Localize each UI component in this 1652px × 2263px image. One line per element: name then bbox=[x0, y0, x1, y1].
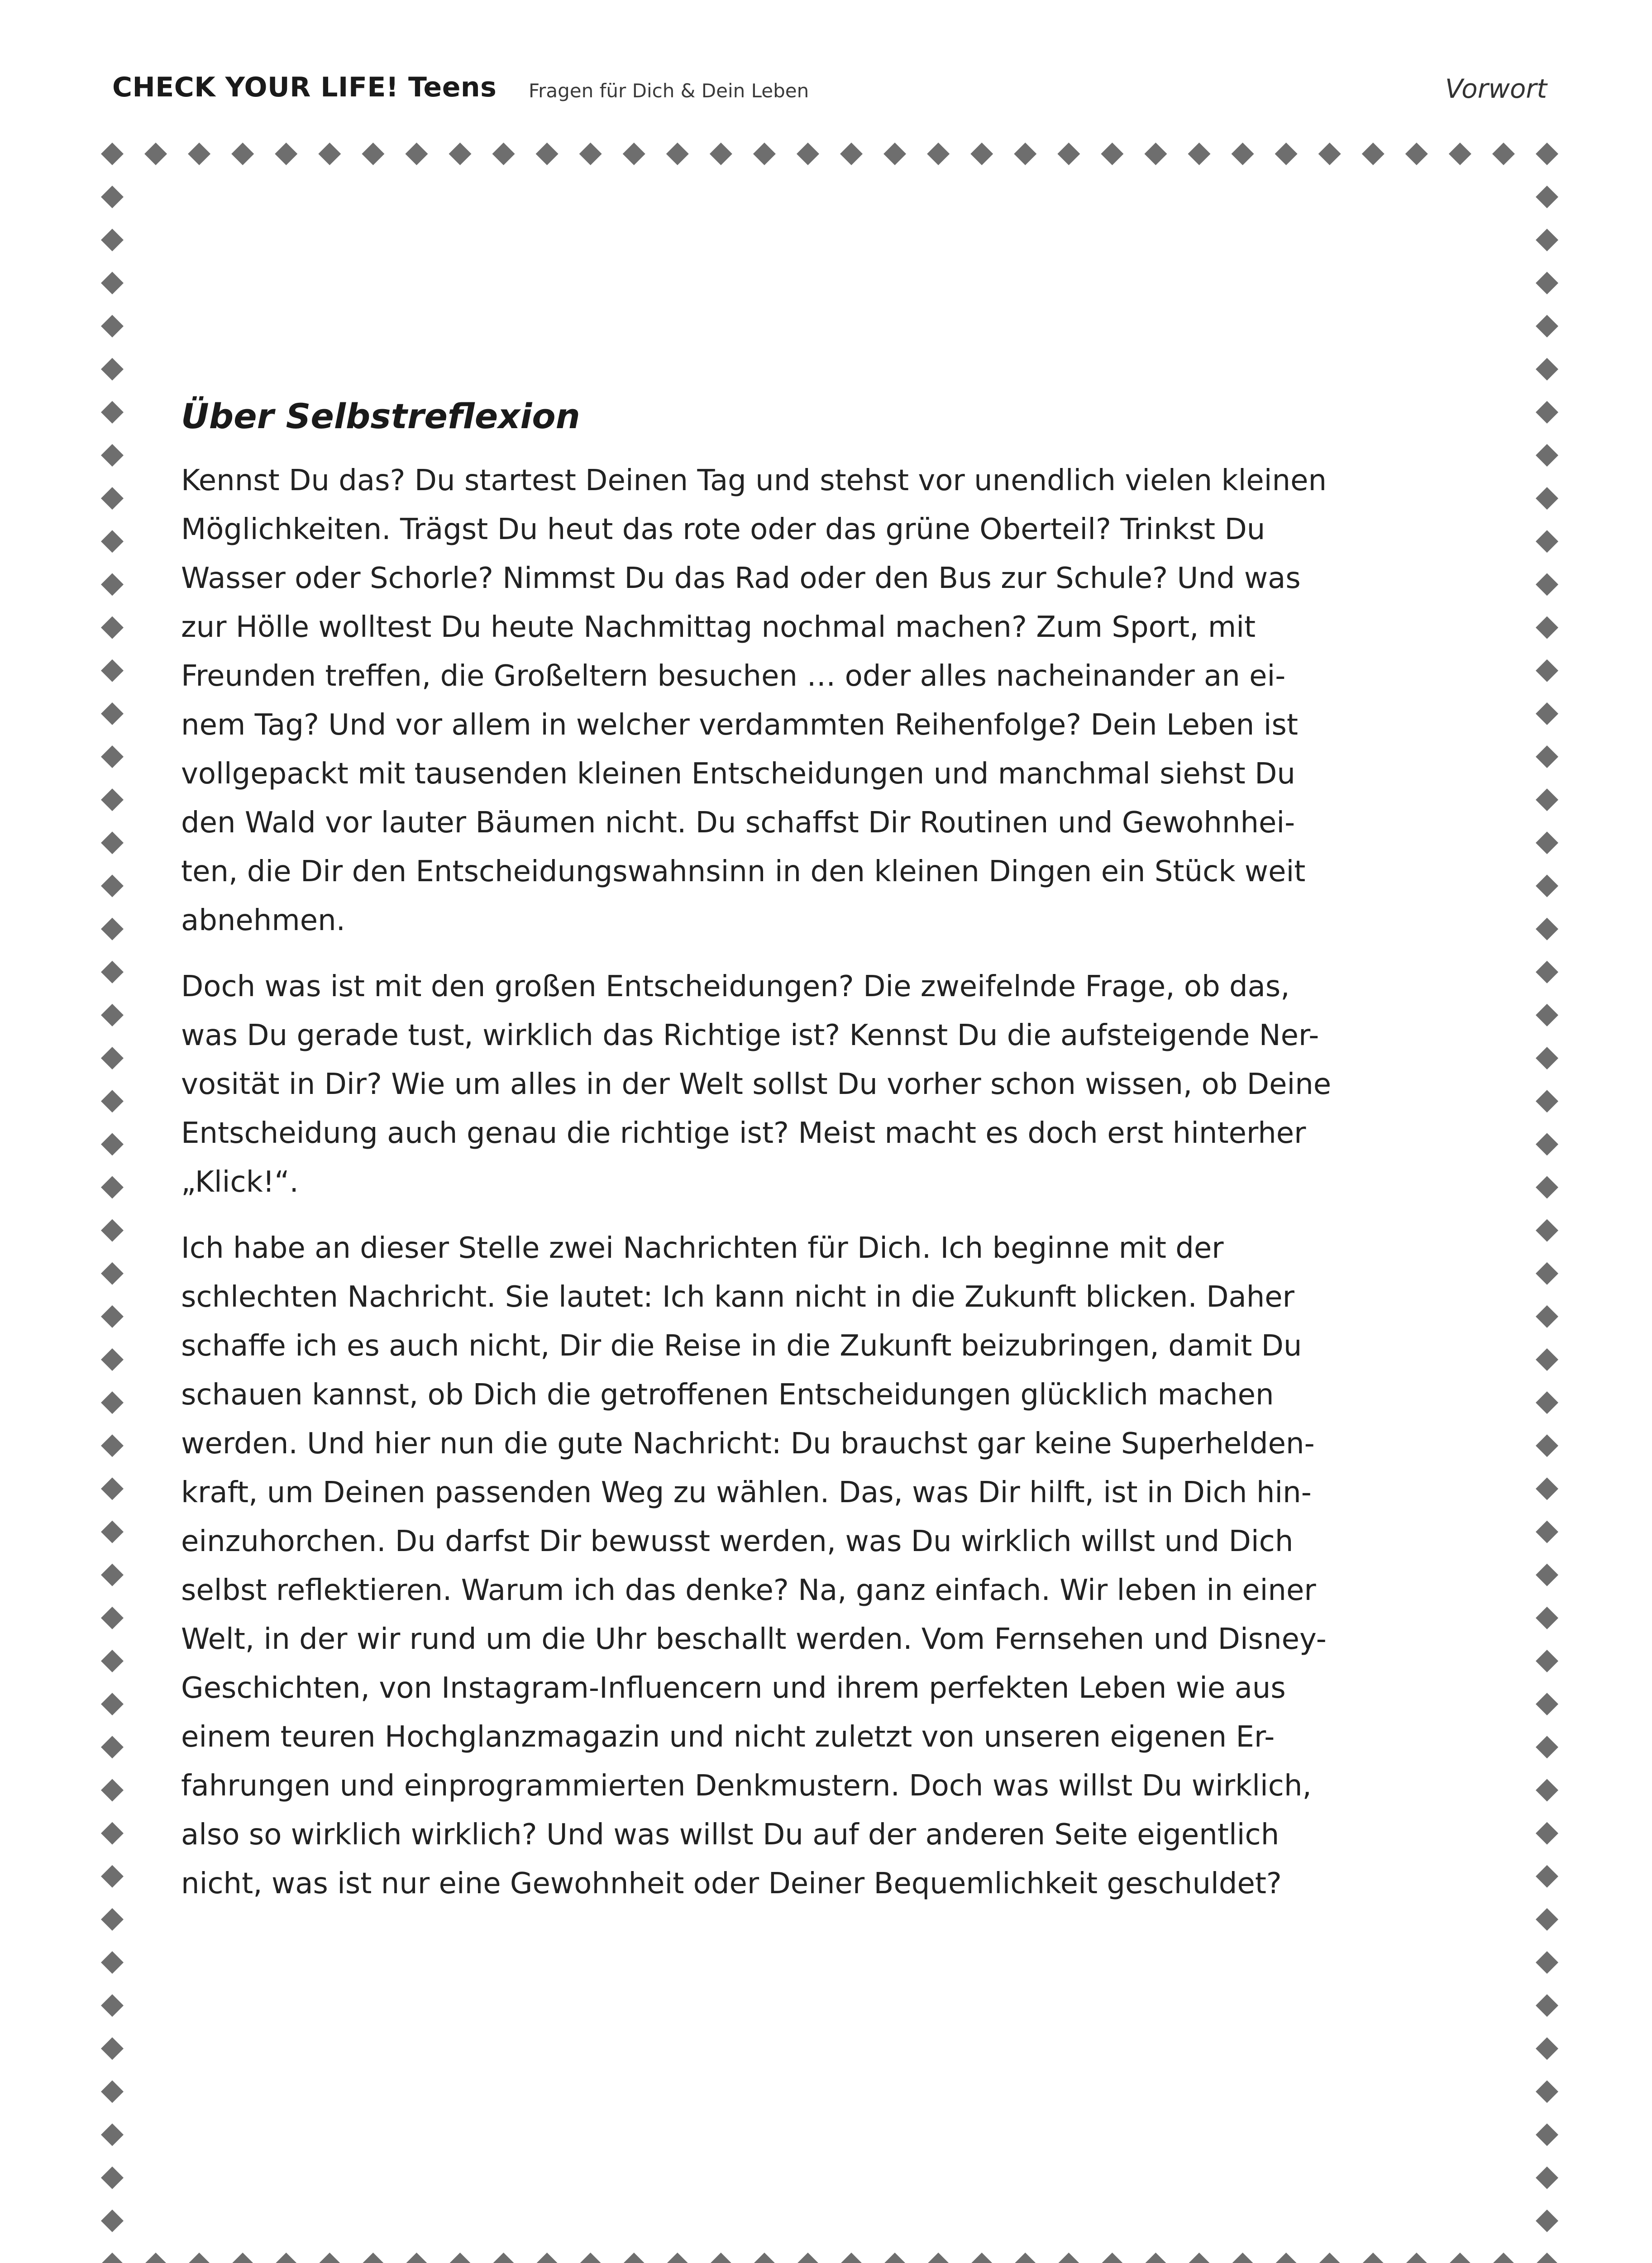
diamond-icon bbox=[883, 2253, 906, 2263]
diamond-icon bbox=[101, 1477, 124, 1500]
diamond-icon bbox=[536, 2253, 559, 2263]
diamond-icon bbox=[101, 2080, 124, 2103]
diamond-icon bbox=[1536, 186, 1558, 208]
diamond-icon bbox=[1536, 2124, 1558, 2146]
diamond-icon bbox=[101, 1133, 124, 1155]
diamond-icon bbox=[623, 143, 645, 165]
diamond-icon bbox=[1536, 1822, 1558, 1845]
diamond-icon bbox=[1536, 1779, 1558, 1801]
diamond-icon bbox=[1536, 1219, 1558, 1242]
diamond-icon bbox=[1536, 573, 1558, 596]
diamond-icon bbox=[101, 1434, 124, 1457]
diamond-icon bbox=[1536, 1305, 1558, 1328]
diamond-icon bbox=[101, 1004, 124, 1026]
diamond-icon bbox=[1536, 530, 1558, 553]
diamond-icon bbox=[1536, 2210, 1558, 2232]
diamond-icon bbox=[318, 143, 341, 165]
diamond-icon bbox=[318, 2253, 341, 2263]
diamond-icon bbox=[1536, 788, 1558, 811]
body-paragraph-2: Doch was ist mit den großen Entscheidungen? Die zweifelnde Frage, ob das, was Du gerade tust, wirklich das Richtige ist? Kennst Du die aufsteigende Ner- vosität in Dir? Wie um alles in der Welt sollst Du vorher schon wissen, ob Deine Entscheidung auch genau die richtige ist? Meist macht es doch erst hinterher „Klick!“. bbox=[181, 970, 1332, 1199]
diamond-icon bbox=[101, 143, 124, 165]
diamond-icon bbox=[101, 1047, 124, 1069]
diamond-icon bbox=[1536, 1521, 1558, 1543]
book-subtitle: Fragen für Dich & Dein Leben bbox=[529, 80, 809, 102]
diamond-icon bbox=[405, 143, 428, 165]
diamond-icon bbox=[101, 961, 124, 983]
diamond-icon bbox=[101, 1564, 124, 1586]
diamond-icon bbox=[101, 1865, 124, 1888]
diamond-icon bbox=[1492, 143, 1515, 165]
diamond-icon bbox=[101, 272, 124, 294]
diamond-icon bbox=[101, 229, 124, 251]
diamond-icon bbox=[1536, 1391, 1558, 1414]
diamond-icon bbox=[1536, 1650, 1558, 1672]
diamond-icon bbox=[1536, 1047, 1558, 1069]
diamond-icon bbox=[1014, 143, 1036, 165]
diamond-icon bbox=[101, 1994, 124, 2017]
diamond-icon bbox=[1449, 2253, 1471, 2263]
diamond-icon bbox=[231, 143, 254, 165]
diamond-icon bbox=[101, 1607, 124, 1629]
diamond-icon bbox=[188, 2253, 210, 2263]
diamond-icon bbox=[840, 2253, 863, 2263]
diamond-icon bbox=[536, 143, 559, 165]
diamond-icon bbox=[1536, 1477, 1558, 1500]
diamond-icon bbox=[1536, 2037, 1558, 2060]
diamond-icon bbox=[144, 143, 167, 165]
diamond-icon bbox=[101, 616, 124, 639]
diamond-icon bbox=[970, 2253, 993, 2263]
diamond-icon bbox=[666, 143, 689, 165]
diamond-icon bbox=[1536, 2167, 1558, 2189]
diamond-icon bbox=[970, 143, 993, 165]
diamond-icon bbox=[101, 2210, 124, 2232]
diamond-icon bbox=[1536, 1951, 1558, 1974]
diamond-icon bbox=[101, 1693, 124, 1715]
diamond-icon bbox=[1536, 1004, 1558, 1026]
diamond-icon bbox=[1536, 358, 1558, 381]
diamond-icon bbox=[927, 2253, 950, 2263]
diamond-icon bbox=[101, 1391, 124, 1414]
diamond-icon bbox=[1536, 874, 1558, 897]
diamond-icon bbox=[101, 1348, 124, 1371]
diamond-icon bbox=[710, 2253, 732, 2263]
diamond-icon bbox=[101, 702, 124, 725]
diamond-icon bbox=[101, 487, 124, 510]
section-heading: Über Selbstreflexion bbox=[181, 396, 580, 436]
diamond-icon bbox=[362, 143, 384, 165]
diamond-icon bbox=[1232, 143, 1254, 165]
diamond-icon bbox=[1536, 2080, 1558, 2103]
diamond-icon bbox=[1318, 2253, 1341, 2263]
diamond-icon bbox=[101, 358, 124, 381]
diamond-icon bbox=[101, 401, 124, 424]
diamond-icon bbox=[1536, 2253, 1558, 2263]
diamond-icon bbox=[1014, 2253, 1036, 2263]
diamond-icon bbox=[1536, 229, 1558, 251]
diamond-icon bbox=[1536, 315, 1558, 338]
diamond-icon bbox=[840, 143, 863, 165]
diamond-icon bbox=[1536, 1865, 1558, 1888]
running-header bbox=[112, 63, 1547, 118]
diamond-icon bbox=[623, 2253, 645, 2263]
diamond-icon bbox=[101, 2037, 124, 2060]
diamond-icon bbox=[1057, 2253, 1080, 2263]
diamond-icon bbox=[1536, 1434, 1558, 1457]
diamond-icon bbox=[1536, 1607, 1558, 1629]
diamond-icon bbox=[101, 831, 124, 854]
diamond-icon bbox=[101, 1736, 124, 1758]
diamond-icon bbox=[1188, 143, 1211, 165]
diamond-icon bbox=[405, 2253, 428, 2263]
diamond-icon bbox=[101, 2253, 124, 2263]
diamond-icon bbox=[101, 573, 124, 596]
diamond-icon bbox=[797, 143, 819, 165]
diamond-icon bbox=[1536, 961, 1558, 983]
diamond-icon bbox=[275, 2253, 297, 2263]
diamond-icon bbox=[1536, 1693, 1558, 1715]
diamond-icon bbox=[1536, 1262, 1558, 1285]
diamond-icon bbox=[1536, 272, 1558, 294]
diamond-icon bbox=[1536, 659, 1558, 682]
diamond-icon bbox=[101, 1779, 124, 1801]
diamond-icon bbox=[1536, 1564, 1558, 1586]
diamond-icon bbox=[1101, 2253, 1123, 2263]
diamond-icon bbox=[101, 1176, 124, 1198]
diamond-icon bbox=[101, 444, 124, 467]
diamond-icon bbox=[1536, 1908, 1558, 1931]
diamond-icon bbox=[666, 2253, 689, 2263]
diamond-icon bbox=[1318, 143, 1341, 165]
diamond-icon bbox=[1536, 1736, 1558, 1758]
diamond-icon bbox=[883, 143, 906, 165]
diamond-icon bbox=[1536, 745, 1558, 768]
diamond-icon bbox=[101, 745, 124, 768]
diamond-icon bbox=[492, 143, 515, 165]
diamond-icon bbox=[1492, 2253, 1515, 2263]
diamond-icon bbox=[1536, 487, 1558, 510]
diamond-icon bbox=[1536, 401, 1558, 424]
diamond-icon bbox=[1536, 1176, 1558, 1198]
diamond-icon bbox=[1362, 2253, 1385, 2263]
diamond-icon bbox=[579, 143, 602, 165]
diamond-icon bbox=[101, 1305, 124, 1328]
diamond-icon bbox=[101, 530, 124, 553]
diamond-icon bbox=[449, 2253, 471, 2263]
diamond-icon bbox=[101, 315, 124, 338]
diamond-icon bbox=[101, 1262, 124, 1285]
diamond-icon bbox=[101, 186, 124, 208]
diamond-icon bbox=[1405, 2253, 1428, 2263]
diamond-icon bbox=[101, 1521, 124, 1543]
diamond-icon bbox=[101, 918, 124, 941]
diamond-icon bbox=[188, 143, 210, 165]
diamond-icon bbox=[449, 143, 471, 165]
diamond-icon bbox=[1275, 2253, 1298, 2263]
diamond-icon bbox=[1362, 143, 1385, 165]
diamond-icon bbox=[101, 659, 124, 682]
diamond-icon bbox=[492, 2253, 515, 2263]
diamond-icon bbox=[1536, 1994, 1558, 2017]
diamond-icon bbox=[1144, 2253, 1167, 2263]
diamond-icon bbox=[1449, 143, 1471, 165]
diamond-icon bbox=[1536, 1133, 1558, 1155]
diamond-icon bbox=[753, 2253, 776, 2263]
diamond-icon bbox=[101, 1822, 124, 1845]
diamond-icon bbox=[753, 143, 776, 165]
diamond-icon bbox=[1536, 444, 1558, 467]
diamond-icon bbox=[1232, 2253, 1254, 2263]
diamond-icon bbox=[1536, 143, 1558, 165]
diamond-icon bbox=[362, 2253, 384, 2263]
diamond-icon bbox=[231, 2253, 254, 2263]
diamond-icon bbox=[101, 874, 124, 897]
section-name: Vorwort bbox=[1445, 73, 1547, 104]
diamond-icon bbox=[1144, 143, 1167, 165]
diamond-icon bbox=[1536, 1348, 1558, 1371]
diamond-icon bbox=[101, 1908, 124, 1931]
diamond-icon bbox=[1536, 831, 1558, 854]
diamond-icon bbox=[1275, 143, 1298, 165]
diamond-icon bbox=[1536, 1090, 1558, 1112]
body-paragraph-1: Kennst Du das? Du startest Deinen Tag und stehst vor unendlich vielen kleinen Möglichkeiten. Trägst Du heut das rote oder das grüne Oberteil? Trinkst Du Wasser oder Schorle? Nimmst Du das Rad oder den Bus zur Schule? Und was zur Hölle wolltest Du heute Nachmittag nochmal machen? Zum Sport, mit Freunden treffen, die Großeltern besuchen … oder alles nacheinander an ei- nem Tag? Und vor allem in welcher verdammten Reihenfolge? Dein Leben ist vollgepackt mit tausenden kleinen Entscheidungen und manchmal siehst Du den Wald vor lauter Bäumen nicht. Du schaffst Dir Routinen und Gewohnhei- ten, die Dir den Entscheidungswahnsinn in den kleinen Dingen ein Stück weit abnehmen. bbox=[181, 464, 1327, 937]
diamond-icon bbox=[1101, 143, 1123, 165]
diamond-icon bbox=[927, 143, 950, 165]
diamond-icon bbox=[101, 1650, 124, 1672]
diamond-icon bbox=[1536, 702, 1558, 725]
diamond-icon bbox=[101, 1090, 124, 1112]
body-paragraph-3: Ich habe an dieser Stelle zwei Nachrichten für Dich. Ich beginne mit der schlechten Nachricht. Sie lautet: Ich kann nicht in die Zukunft blicken. Daher schaffe ich es auch nicht, Dir die Reise in die Zukunft beizubringen, damit Du schauen kannst, ob Dich die getroffenen Entscheidungen glücklich machen werden. Und hier nun die gute Nachricht: Du brauchst gar keine Superhelden- kraft, um Deinen passenden Weg zu wählen. Das, was Dir hilft, ist in Dich hin- einzuhorchen. Du darfst Dir bewusst werden, was Du wirklich willst und Dich selbst reflektieren. Warum ich das denke? Na, ganz einfach. Wir leben in einer Welt, in der wir rund um die Uhr beschallt werden. Vom Fernsehen und Disney- Geschichten, von Instagram-Influencern und ihrem perfekten Leben wie aus einem teuren Hochglanzmagazin und nicht zuletzt von unseren eigenen Er- fahrungen und einprogrammierten Denkmustern. Doch was willst Du wirklich, also so wirklich wirklich? Und was willst Du auf der anderen Seite eigentlich nicht, was ist nur eine Gewohnheit oder Deiner Bequemlichkeit geschuldet? bbox=[181, 1232, 1327, 1900]
diamond-icon bbox=[797, 2253, 819, 2263]
book-title: CHECK YOUR LIFE! Teens bbox=[112, 72, 497, 103]
diamond-icon bbox=[101, 1219, 124, 1242]
diamond-icon bbox=[1057, 143, 1080, 165]
diamond-icon bbox=[579, 2253, 602, 2263]
diamond-icon bbox=[1188, 2253, 1211, 2263]
diamond-icon bbox=[101, 1951, 124, 1974]
diamond-icon bbox=[710, 143, 732, 165]
diamond-icon bbox=[1536, 918, 1558, 941]
diamond-icon bbox=[1405, 143, 1428, 165]
diamond-icon bbox=[101, 788, 124, 811]
diamond-icon bbox=[101, 2124, 124, 2146]
diamond-icon bbox=[101, 2167, 124, 2189]
diamond-icon bbox=[275, 143, 297, 165]
diamond-icon bbox=[1536, 616, 1558, 639]
diamond-icon bbox=[144, 2253, 167, 2263]
page-content bbox=[181, 389, 1485, 1925]
